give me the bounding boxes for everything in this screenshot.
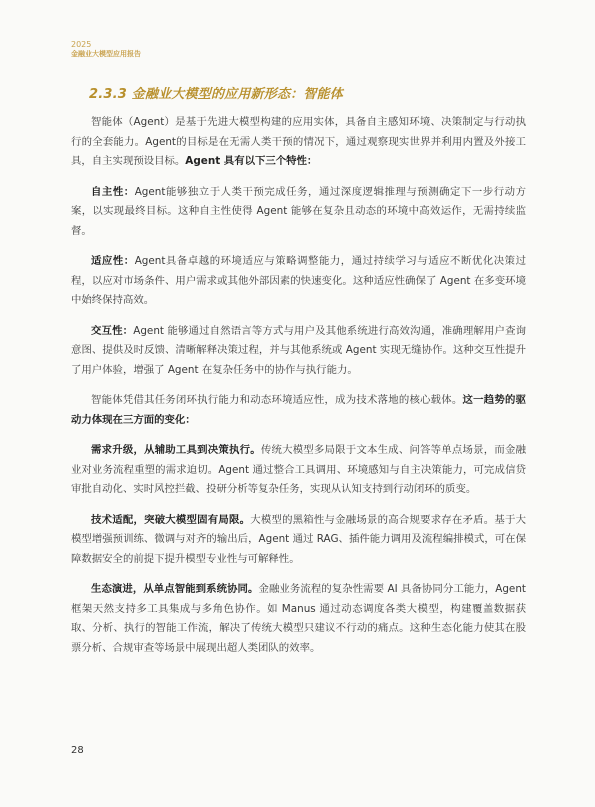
trait-text: Agent具备卓越的环境适应与策略调整能力，通过持续学习与适应不断优化决策过程，以应对市场条件、用户需求或其他外部因素的快速变化。这种适应性确保了 Agent 在多变环境中始终保持高效。 <box>71 255 526 306</box>
driver-demand <box>71 441 526 500</box>
intro-bold: Agent 具有以下三个特性： <box>185 155 318 167</box>
driver-lead: 生态演进，从单点智能到系统协同。 <box>91 583 259 595</box>
intro-text: 智能体（Agent）是基于先进大模型构建的应用实体，具备自主感知环境、决策制定与行动执行的全套能力。Agent的目标是在无需人类干预的情况下，通过观察现实世界并利用内置及外接工具，自主实现预设目标。 <box>71 116 526 167</box>
driver-technology <box>71 511 526 570</box>
driver-text: 传统大模型多局限于文本生成、问答等单点场景，而金融业对业务流程重塑的需求迫切。Agent 通过整合工具调用、环境感知与自主决策能力，可完成信贷审批自动化、实时风控拦截、投研分析等复杂任务，实现从认知支持到行动闭环的质变。 <box>71 444 526 495</box>
transition-paragraph <box>71 391 526 430</box>
trait-lead: 适应性： <box>91 255 135 267</box>
page-number: 28 <box>71 745 84 756</box>
driver-text: 金融业务流程的复杂性需要 AI 具备协同分工能力，Agent 框架天然支持多工具集成与多角色协作。如 Manus 通过动态调度各类大模型，构建覆盖数据获取、分析、执行的智能工作流，解决了传统大模型只建议不行动的痛点。这种生态化能力使其在股票分析、合规审查等场景中展现出超人类团队的效率。 <box>71 583 526 654</box>
trait-lead: 交互性： <box>91 324 134 337</box>
report-title: 金融业大模型应用报告 <box>71 49 141 58</box>
trait-lead: 自主性： <box>91 185 135 198</box>
trait-text: Agent 能够通过自然语言等方式与用户及其他系统进行高效沟通，准确理解用户查询意图、提供及时反馈、清晰解释决策过程，并与其他系统或 Agent 实现无缝协作。这种交互性提升了用户体验，增强了 Agent 在复杂任务中的协作与执行能力。 <box>71 324 527 376</box>
intro-paragraph <box>71 113 526 172</box>
driver-lead: 技术适配，突破大模型固有局限。 <box>91 513 251 526</box>
section-title: 2.3.3 金融业大模型的应用新形态：智能体 <box>89 87 343 102</box>
trait-interactivity <box>71 322 526 381</box>
driver-text: 大模型的黑箱性与金融场景的高合规要求存在矛盾。基于大模型增强预训练、微调与对齐的输出后，Agent 通过 RAG、插件能力调用及流程编排模式，可在保障数据安全的前提下提升模型专业性与可解释性。 <box>71 513 527 565</box>
body-content <box>71 113 526 658</box>
trait-adaptability <box>71 252 526 311</box>
driver-ecosystem <box>71 580 526 658</box>
report-year: 2025 <box>71 40 92 49</box>
transition-bold: 这一趋势的驱动力体现在三方面的变化： <box>71 394 526 426</box>
driver-lead: 需求升级，从辅助工具到决策执行。 <box>91 444 261 456</box>
trait-autonomy <box>71 183 526 242</box>
trait-text: Agent能够独立于人类干预完成任务，通过深度逻辑推理与预测确定下一步行动方案，以实现最终目标。这种自主性使得 Agent 能够在复杂且动态的环境中高效运作，无需持续监督。 <box>71 185 526 237</box>
transition-text: 智能体凭借其任务闭环执行能力和动态环境适应性，成为技术落地的核心载体。 <box>91 394 463 406</box>
report-header <box>71 40 141 58</box>
